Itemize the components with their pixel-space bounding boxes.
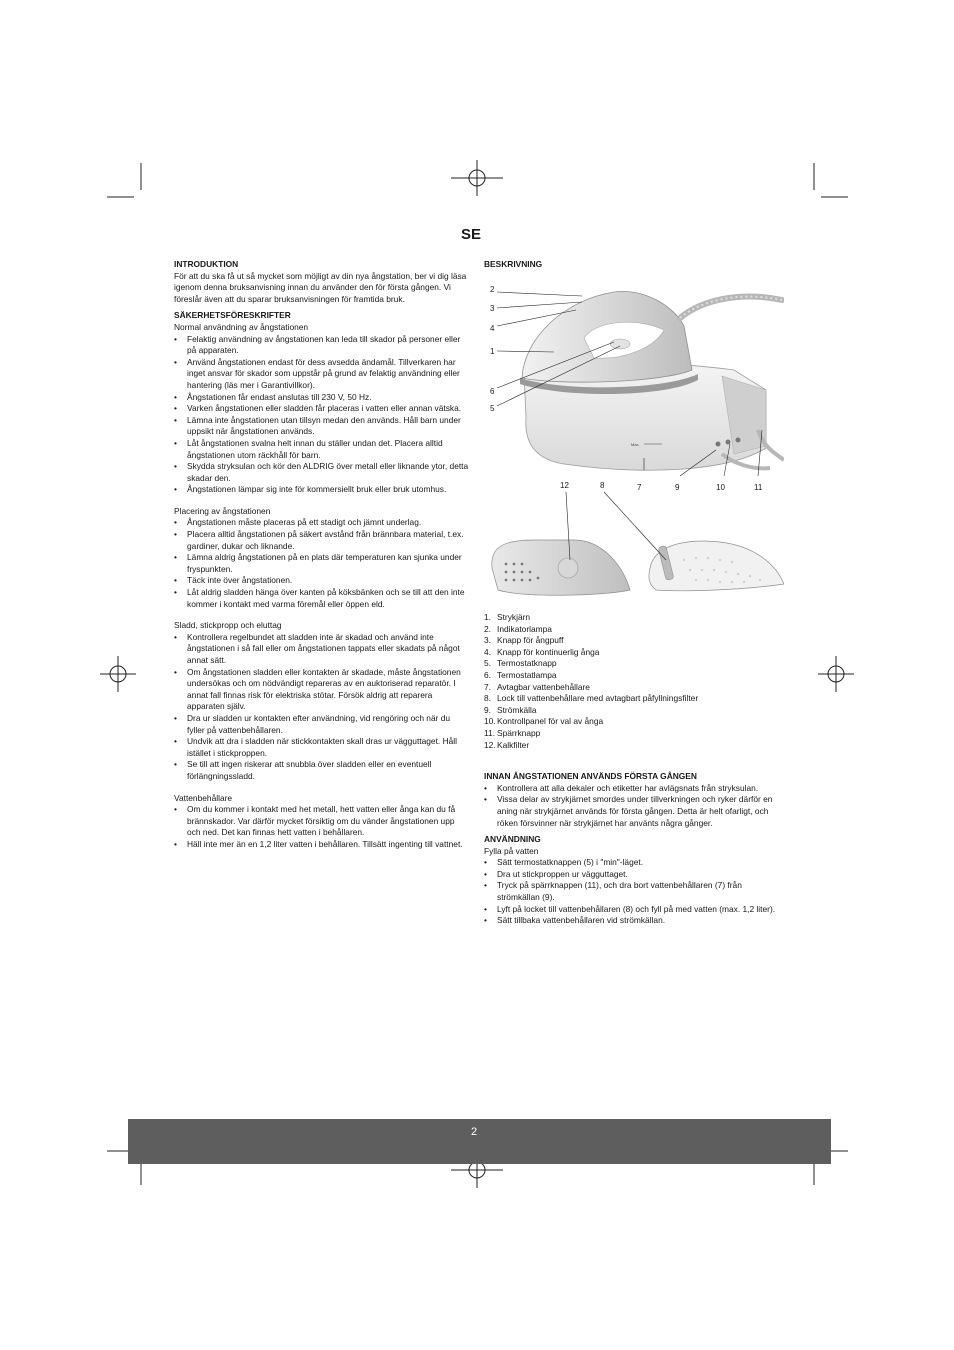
label-3: 3 bbox=[490, 304, 495, 313]
list-item bbox=[484, 647, 784, 659]
part-text: Knapp för kontinuerlig ånga bbox=[497, 646, 600, 657]
list-item: • Låt aldrig sladden hänga över kanten på köksbänken och se till att den inte kommer i kontakt med varma föremål eller öppen eld. bbox=[174, 587, 469, 610]
part-text: Lock till vattenbehållare med avtagbart påfyllningsfilter bbox=[497, 693, 699, 704]
list-item bbox=[484, 624, 784, 636]
part-text: Termostatknapp bbox=[497, 658, 557, 669]
part-number: 6. bbox=[484, 669, 491, 680]
language-code: SE bbox=[461, 226, 482, 243]
label-4: 4 bbox=[490, 324, 495, 333]
part-number: 12. bbox=[484, 739, 496, 750]
part-text: Kontrollpanel för val av ånga bbox=[497, 716, 604, 727]
part-number: 2. bbox=[484, 623, 491, 634]
label-5: 5 bbox=[490, 404, 495, 413]
list-item: • Kontrollera att alla dekaler och etiketter har avlägsnats från stryksulan. bbox=[484, 783, 784, 795]
list-item: • Se till att ingen riskerar att snubbla över sladden eller en eventuell förlängningssladd. bbox=[174, 759, 469, 782]
list-item: • Ångstationen får endast anslutas till 230 V, 50 Hz. bbox=[174, 392, 469, 404]
label-12: 12 bbox=[560, 481, 569, 490]
usage-heading: ANVÄNDNING bbox=[484, 834, 541, 845]
list-item: • Täck inte över ångstationen. bbox=[174, 575, 469, 587]
placement-heading: Placering av ångstationen bbox=[174, 505, 271, 516]
left-column bbox=[174, 259, 469, 851]
scale-filter bbox=[558, 558, 578, 578]
list-item: • Varken ångstationen eller sladden får placeras i vatten eller annan vätska. bbox=[174, 403, 469, 415]
list-item: • Lyft på locket till vattenbehållaren (8) och fyll på med vatten (max. 1,2 liter). bbox=[484, 904, 784, 916]
intro-text: För att du ska få ut så mycket som möjligt av din nya ångstation, ber vi dig läsa igenom denna bruksanvisning innan du använder den för första gången. Vi föreslår även att du sparar bruksanvisningen för framtida bruk. bbox=[174, 270, 467, 304]
list-item: • Skydda stryksulan och kör den ALDRIG över metall eller liknande ytor, detta skadar den. bbox=[174, 461, 469, 484]
part-text: Avtagbar vattenbehållare bbox=[497, 681, 590, 692]
list-item: • Vissa delar av strykjärnet smordes under tillverkningen och ryker därför en aning när strykjärnet används för första gången. Detta är helt ofarligt, och röken försvinner när strykjärnet har använts några gånger. bbox=[484, 794, 784, 829]
fill-water-list bbox=[484, 857, 784, 927]
list-item: • Kontrollera regelbundet att sladden inte är skadad och använd inte ångstationen i så fall eller om ångstationen tappats eller skadats på något annat sätt. bbox=[174, 632, 469, 667]
tank-list bbox=[174, 804, 469, 850]
list-item: • Dra ur sladden ur kontakten efter användning, vid rengöring och när du fyller på vattenbehållaren. bbox=[174, 713, 469, 736]
part-number: 10. bbox=[484, 716, 496, 727]
list-item: • Placera alltid ångstationen på säkert avstånd från brännbara material, t.ex. gardiner, dukar och liknande. bbox=[174, 529, 469, 552]
list-item bbox=[484, 658, 784, 670]
part-text: Strykjärn bbox=[497, 612, 531, 622]
list-item: • Om du kommer i kontakt med het metall, hett vatten eller ånga kan du få brännskador. Var därför mycket försiktig om du vänder ångstationen upp och ned. Det kan finnas hett vatten i behållaren. bbox=[174, 804, 469, 839]
list-item: • Undvik att dra i sladden när stickkontakten skall dras ur vägguttaget. Håll istället i stickproppen. bbox=[174, 736, 469, 759]
fill-water-heading: Fylla på vatten bbox=[484, 845, 539, 856]
part-number: 8. bbox=[484, 693, 491, 704]
steam-station-figure bbox=[484, 278, 784, 618]
part-number: 11. bbox=[484, 727, 496, 738]
list-item: • Ångstationen lämpar sig inte för kommersiellt bruk eller bruk utomhus. bbox=[174, 484, 469, 496]
list-item: • Om ångstationen sladden eller kontakten är skadade, måste ångstationen undersökas och om nödvändigt repareras av en auktoriserad reparatör. I annat fall finnas risk för elektriska stötar. Försök aldrig att reparera apparaten själv. bbox=[174, 667, 469, 713]
part-text: Knapp för ångpuff bbox=[497, 635, 564, 646]
label-9: 9 bbox=[675, 483, 680, 492]
intro-heading: INTRODUKTION bbox=[174, 259, 239, 269]
part-number: 1. bbox=[484, 612, 491, 622]
list-item bbox=[484, 670, 784, 682]
cord-heading: Sladd, stickpropp och eluttag bbox=[174, 620, 282, 631]
right-column bbox=[484, 612, 784, 927]
footer-bar bbox=[128, 1119, 831, 1164]
part-text: Spärrknapp bbox=[497, 727, 541, 738]
list-item bbox=[484, 728, 784, 740]
label-2: 2 bbox=[490, 285, 495, 294]
list-item bbox=[484, 705, 784, 717]
power-cord bbox=[680, 297, 782, 318]
page-number: 2 bbox=[471, 1126, 478, 1138]
list-item: • Häll inte mer än en 1,2 liter vatten i behållaren. Tillsätt ingenting till vattnet. bbox=[174, 839, 469, 851]
description-heading-text: BESKRIVNING bbox=[484, 259, 543, 269]
part-number: 7. bbox=[484, 681, 491, 692]
list-item: • Ångstationen måste placeras på ett stadigt och jämnt underlag. bbox=[174, 517, 469, 529]
label-6: 6 bbox=[490, 387, 495, 396]
list-item: • Dra ut stickproppen ur vägguttaget. bbox=[484, 869, 784, 881]
placement-list bbox=[174, 517, 469, 610]
label-7: 7 bbox=[637, 483, 642, 492]
before-first-use-list bbox=[484, 783, 784, 829]
list-item bbox=[484, 612, 784, 624]
part-text: Strömkälla bbox=[497, 704, 537, 715]
tank-heading: Vattenbehållare bbox=[174, 792, 233, 803]
before-first-use-heading: INNAN ÅNGSTATIONEN ANVÄNDS FÖRSTA GÅNGEN bbox=[484, 771, 697, 782]
list-item: • Tryck på spärrknappen (11), och dra bort vattenbehållaren (7) från strömkällan (9). bbox=[484, 880, 784, 903]
label-8: 8 bbox=[600, 481, 605, 490]
list-item: • Låt ångstationen svalna helt innan du ställer undan det. Placera alltid ångstationen utom räckhåll för barn. bbox=[174, 438, 469, 461]
label-11: 11 bbox=[754, 483, 763, 492]
list-item: • Lämna inte ångstationen utan tillsyn medan den används. Håll barn under uppsikt när ångstationen används. bbox=[174, 415, 469, 438]
normal-use-list bbox=[174, 334, 469, 496]
description-heading bbox=[484, 259, 542, 271]
safety-heading: SÄKERHETSFÖRESKRIFTER bbox=[174, 310, 291, 321]
part-number: 4. bbox=[484, 646, 491, 657]
list-item: • Lämna aldrig ångstationen på en plats där temperaturen kan sjunka under fryspunkten. bbox=[174, 552, 469, 575]
part-text: Termostatlampa bbox=[497, 669, 557, 680]
list-item: • Använd ångstationen endast för dess avsedda ändamål. Tillverkaren har inget ansvar för skador som uppstår på grund av felaktig användning eller hantering (läs mer i Garantivillkor). bbox=[174, 357, 469, 392]
list-item: • Sätt tillbaka vattenbehållaren vid strömkällan. bbox=[484, 915, 784, 927]
label-1: 1 bbox=[490, 347, 495, 356]
part-number: 3. bbox=[484, 635, 491, 646]
list-item bbox=[484, 682, 784, 694]
part-text: Indikatorlampa bbox=[497, 623, 552, 634]
list-item bbox=[484, 716, 784, 728]
cord-list bbox=[174, 632, 469, 783]
part-number: 5. bbox=[484, 658, 491, 669]
part-text: Kalkfilter bbox=[497, 739, 530, 750]
list-item bbox=[484, 635, 784, 647]
max-mark-label: Max. bbox=[631, 442, 640, 447]
list-item: • Sätt termostatknappen (5) i "min"-läget. bbox=[484, 857, 784, 869]
list-item bbox=[484, 740, 784, 752]
label-10: 10 bbox=[716, 483, 725, 492]
list-item: • Felaktig användning av ångstationen kan leda till skador på personer eller på apparaten. bbox=[174, 334, 469, 357]
parts-list bbox=[484, 612, 784, 751]
list-item bbox=[484, 693, 784, 705]
normal-use-heading: Normal användning av ångstationen bbox=[174, 321, 309, 332]
part-number: 9. bbox=[484, 704, 491, 715]
thermostat-knob bbox=[610, 339, 630, 349]
